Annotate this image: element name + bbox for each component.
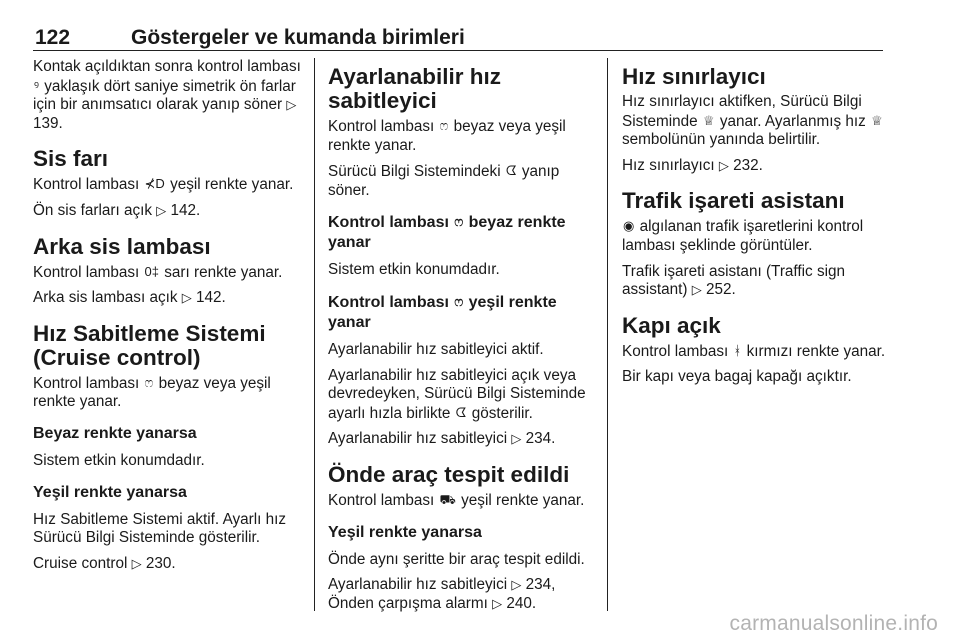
paragraph: Cruise control ▷ 230.: [33, 554, 176, 572]
section-heading: Ayarlanabilir hız sabitleyici: [328, 64, 501, 113]
section-heading: Kapı açık: [622, 312, 721, 338]
arrow-icon: ▷: [492, 595, 503, 611]
page-reference[interactable]: 139.: [33, 114, 63, 132]
paragraph: Sürücü Bilgi Sistemindeki ᗧ yanıp söner.: [328, 163, 560, 199]
traffic-sign-icon: ◉: [623, 218, 635, 234]
paragraph: Ayarlanabilir hız sabitleyici ▷ 234, Önden çarpışma alarmı ▷ 240.: [328, 576, 556, 612]
paragraph: Kontrol lambası ⊀D yeşil renkte yanar.: [33, 176, 294, 194]
fog-light-icon: ⊀D: [144, 176, 165, 192]
rear-fog-light-icon: 0‡: [144, 263, 159, 279]
paragraph: Hız sınırlayıcı aktifken, Sürücü Bilgi Sisteminde ♕ yanar. Ayarlanmış hız ♕ sembolünün yanında belirtilir.: [622, 93, 883, 149]
sub-heading: Kontrol lambası ෆ beyaz renkte yanar: [328, 214, 566, 252]
page-reference[interactable]: 232.: [733, 156, 763, 174]
sub-heading: Kontrol lambası ෆ yeşil renkte yanar: [328, 293, 557, 331]
page-reference[interactable]: 142.: [170, 201, 201, 219]
sub-heading: Yeşil renkte yanarsa: [33, 483, 187, 501]
arrow-icon: ▷: [718, 157, 729, 173]
arrow-icon: ▷: [131, 555, 142, 571]
page-reference[interactable]: 234.: [525, 430, 556, 448]
car-icon: ⛟: [439, 491, 456, 507]
paragraph: Sistem etkin konumdadır.: [33, 451, 205, 469]
page-header: [33, 20, 883, 51]
column-left: [33, 58, 301, 580]
cruise-control-icon: ෆ: [144, 374, 154, 390]
paragraph: Arka sis lambası açık ▷ 142.: [33, 289, 226, 307]
page-reference[interactable]: 240.: [506, 594, 537, 612]
paragraph: Kontrol lambası ⛟ yeşil renkte yanar.: [328, 491, 585, 509]
arrow-icon: ▷: [511, 431, 522, 447]
cruise-display-icon: ᗧ: [455, 404, 467, 420]
paragraph: ◉ algılanan trafik işaretlerini kontrol lambası şeklinde görüntüler.: [622, 218, 864, 254]
page-title: Göstergeler ve kumanda birimleri: [131, 26, 465, 49]
column-divider: [607, 58, 608, 611]
arrow-icon: ▷: [181, 290, 192, 306]
page-number: 122: [35, 26, 71, 49]
watermark[interactable]: carmanualsonline.info: [729, 612, 938, 635]
section-heading: Arka sis lambası: [33, 233, 211, 259]
paragraph: Kontrol lambası ᚼ kırmızı renkte yanar.: [622, 342, 886, 360]
arrow-icon: ▷: [286, 97, 297, 113]
paragraph: Ayarlanabilir hız sabitleyici ▷ 234.: [328, 430, 556, 448]
paragraph: Trafik işareti asistanı (Traffic sign assistant) ▷ 252.: [622, 262, 845, 299]
paragraph: Kontrol lambası ෆ beyaz veya yeşil renkte yanar.: [33, 374, 271, 411]
paragraph: Kontak açıldıktan sonra kontrol lambası ꝰ yaklaşık dört saniye simetrik ön farlar için bir anımsatıcı olarak yanıp söner ▷ 139.: [33, 58, 301, 132]
paragraph: Önde aynı şeritte bir araç tespit edildi.: [328, 550, 585, 568]
page-reference[interactable]: 234,: [525, 576, 556, 594]
cruise-control-icon: ෆ: [454, 293, 464, 309]
speed-limiter-icon: ♕: [702, 112, 715, 128]
arrow-icon: ▷: [691, 282, 702, 298]
section-heading: Hız Sabitleme Sistemi (Cruise control): [33, 320, 266, 370]
paragraph: Hız sınırlayıcı ▷ 232.: [622, 156, 763, 174]
page-reference[interactable]: 230.: [145, 554, 176, 572]
cruise-display-icon: ᗧ: [505, 163, 517, 179]
paragraph: Hız Sabitleme Sistemi aktif. Ayarlı hız Sürücü Bilgi Sisteminde gösterilir.: [33, 510, 287, 547]
cruise-control-icon: ෆ: [454, 214, 464, 230]
paragraph: Bir kapı veya bagaj kapağı açıktır.: [622, 368, 852, 386]
arrow-icon: ▷: [156, 202, 167, 218]
arrow-icon: ▷: [511, 577, 522, 593]
paragraph: Ayarlanabilir hız sabitleyici açık veya devredeyken, Sürücü Bilgi Sisteminde ayarlı hızla birlikte ᗧ gösterilir.: [328, 366, 586, 422]
lamp-icon: ꝰ: [34, 77, 39, 93]
speed-limiter-icon: ♕: [871, 112, 883, 128]
cruise-control-icon: ෆ: [439, 118, 449, 133]
paragraph: Sistem etkin konumdadır.: [328, 261, 500, 279]
door-open-icon: ᚼ: [733, 342, 742, 358]
sub-heading: Beyaz renkte yanarsa: [33, 424, 197, 442]
paragraph: Ön sis farları açık ▷ 142.: [33, 201, 201, 219]
paragraph: Kontrol lambası ෆ beyaz veya yeşil renkte yanar.: [328, 118, 566, 154]
section-heading: Sis farı: [33, 146, 109, 172]
column-middle: [328, 58, 598, 620]
section-heading: Hız sınırlayıcı: [622, 64, 766, 89]
sub-heading: Yeşil renkte yanarsa: [328, 523, 482, 541]
paragraph: Ayarlanabilir hız sabitleyici aktif.: [328, 340, 544, 358]
section-heading: Önde araç tespit edildi: [328, 461, 570, 487]
paragraph: Kontrol lambası 0‡ sarı renkte yanar.: [33, 263, 283, 281]
page-reference[interactable]: 252.: [705, 281, 736, 299]
section-heading: Trafik işareti asistanı: [622, 188, 845, 214]
column-divider: [314, 58, 315, 611]
column-right: [622, 58, 892, 394]
page-reference[interactable]: 142.: [196, 289, 226, 307]
